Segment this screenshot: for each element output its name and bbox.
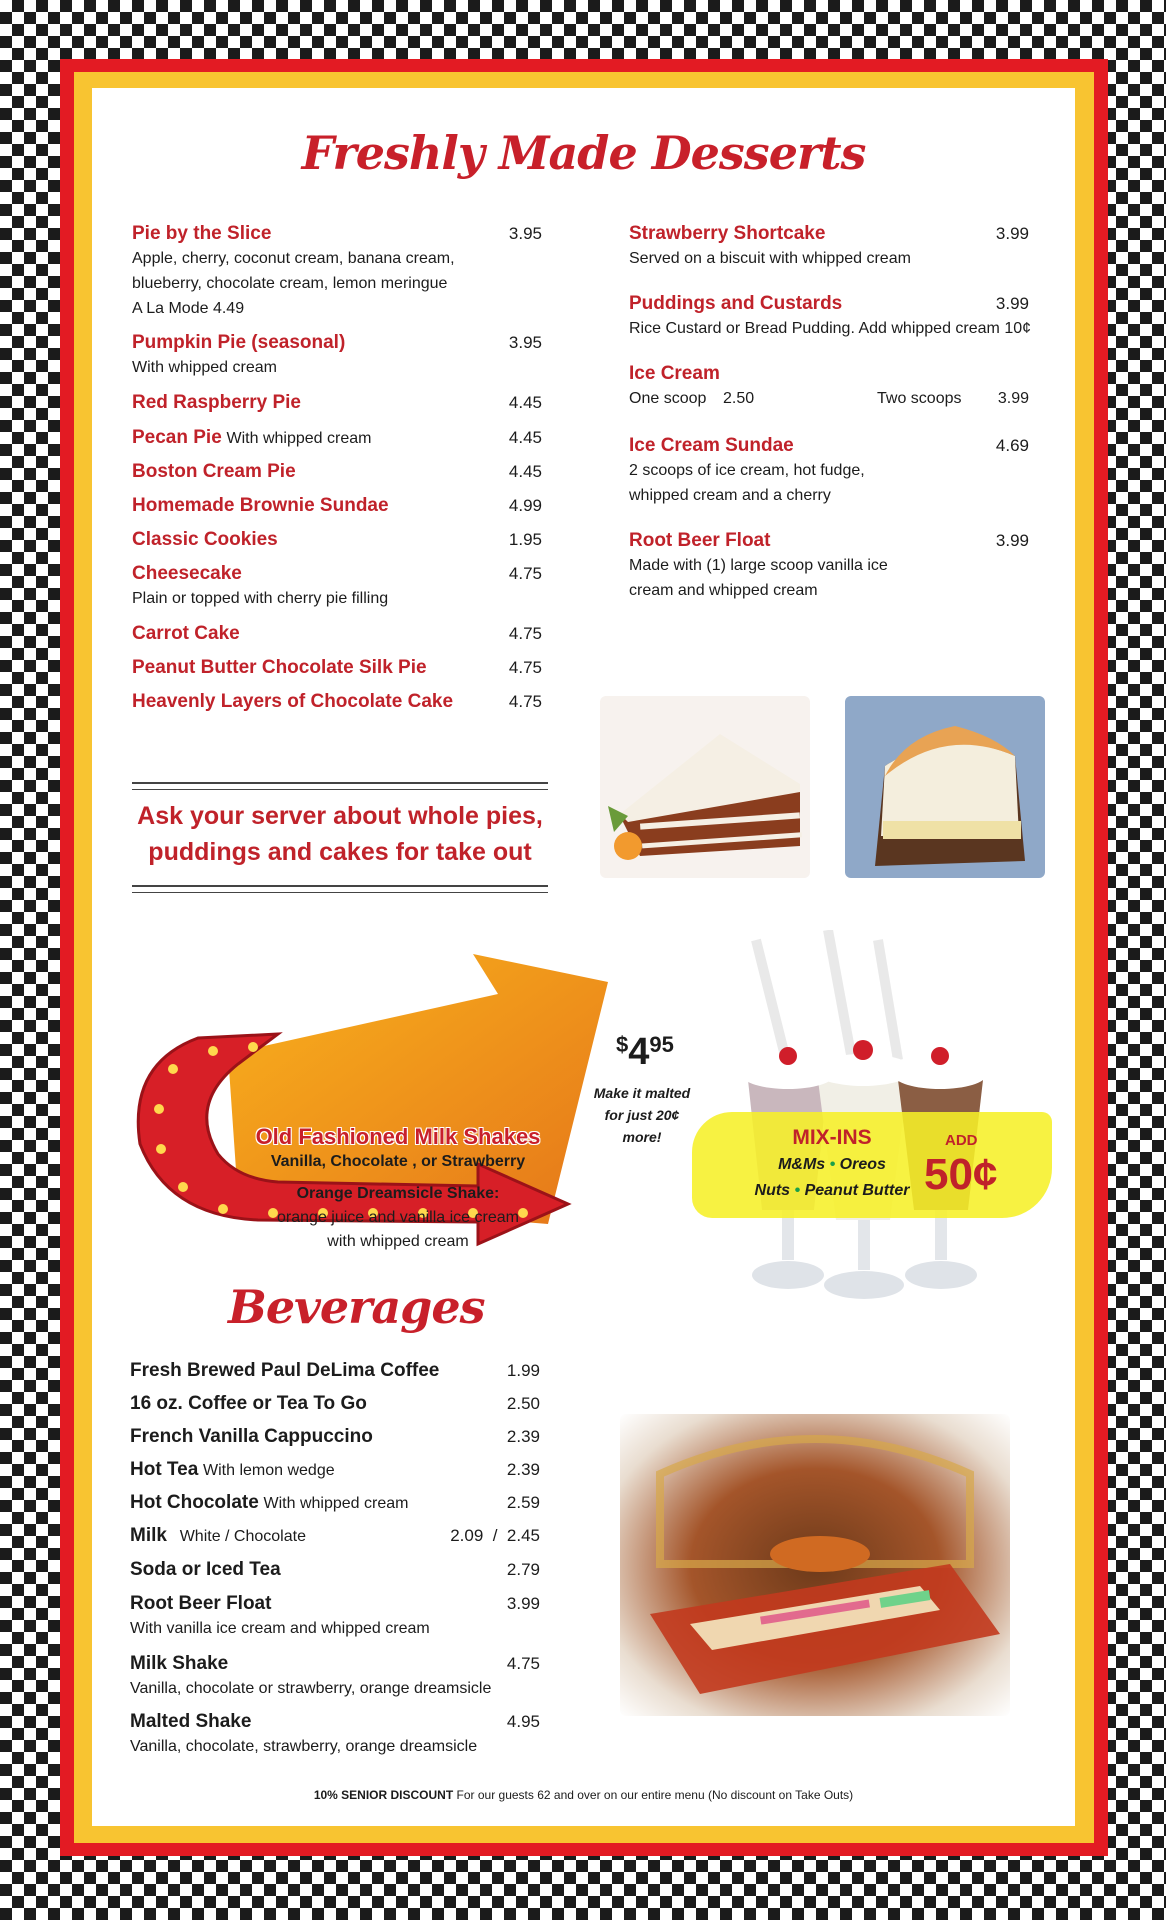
beverage-item: Hot Chocolate With whipped cream 2.59 (130, 1492, 540, 1513)
beverage-item: Fresh Brewed Paul DeLima Coffee 1.99 (130, 1360, 540, 1381)
coconut-pie-photo (845, 696, 1045, 878)
senior-discount-footer: 10% SENIOR DISCOUNT For our guests 62 and over on our entire menu (No discount on Take Outs) (313, 1788, 854, 1802)
dreamsicle-desc: orange juice and vanilla ice cream (277, 1209, 519, 1226)
promo-top-rule (132, 782, 548, 790)
dessert-item: Cheesecake 4.75 Plain or topped with cherry pie filling (132, 563, 542, 607)
beverage-item: Soda or Iced Tea 2.79 (130, 1559, 540, 1580)
beverages-title: Beverages (228, 1280, 485, 1334)
dessert-item: Strawberry Shortcake 3.99 Served on a biscuit with whipped cream (629, 223, 1029, 267)
dreamsicle-name: Orange Dreamsicle Shake: (296, 1185, 500, 1202)
carrot-cake-photo (600, 696, 810, 878)
dessert-item: Peanut Butter Chocolate Silk Pie 4.75 (132, 657, 542, 678)
beverage-item: Milk Shake 4.75 Vanilla, chocolate or strawberry, orange dreamsicle (130, 1653, 540, 1697)
takeout-promo: Ask your server about whole pies, puddings and cakes for take out (137, 802, 543, 866)
beverage-item: Hot Tea With lemon wedge 2.39 (130, 1459, 540, 1480)
dessert-item: Classic Cookies 1.95 (132, 529, 542, 550)
shake-text-block: Old Fashioned Milk Shakes Vanilla, Chocolate , or Strawberry Orange Dreamsicle Shake: orange juice and vanilla ice cream with whipped cream (248, 1124, 548, 1254)
dessert-item: Heavenly Layers of Chocolate Cake 4.75 (132, 691, 542, 712)
beverage-item: Milk White / Chocolate 2.09 / 2.45 (130, 1525, 540, 1546)
bullet-icon: • (825, 1156, 840, 1173)
dessert-item: Root Beer Float 3.99 Made with (1) large scoop vanilla ice cream and whipped cream (629, 530, 1029, 599)
shake-flavors: Vanilla, Chocolate , or Strawberry (270, 1153, 526, 1170)
shakes-title: Old Fashioned Milk Shakes (255, 1124, 541, 1149)
dessert-item: Carrot Cake 4.75 (132, 623, 542, 644)
dessert-item: Red Raspberry Pie 4.45 (132, 392, 542, 413)
promo-bottom-rule (132, 885, 548, 893)
desserts-title: Freshly Made Desserts (301, 126, 866, 180)
dessert-item: Homemade Brownie Sundae 4.99 (132, 495, 542, 516)
dessert-item: Ice Cream One scoop 2.50 Two scoops 3.99 (629, 363, 1029, 407)
beverage-item: French Vanilla Cappuccino 2.39 (130, 1426, 540, 1447)
shake-price: $495 (616, 1031, 674, 1073)
dessert-item: Puddings and Custards 3.99 Rice Custard or Bread Pudding. Add whipped cream 10¢ (629, 293, 1032, 337)
menu-panel (92, 88, 1075, 1826)
milkshake-sign (128, 954, 624, 1258)
malted-note: Make it malted for just 20¢ more! (593, 1085, 691, 1145)
add-price: 50¢ (924, 1150, 998, 1199)
beverage-item: Malted Shake 4.95 Vanilla, chocolate, strawberry, orange dreamsicle (130, 1711, 540, 1755)
dessert-item: Ice Cream Sundae 4.69 2 scoops of ice cream, hot fudge, whipped cream and a cherry (629, 435, 1029, 504)
jukebox-photo (620, 1414, 1010, 1716)
mixins-block: MIX-INS M&Ms • Oreos Nuts • Peanut Butter (732, 1124, 932, 1204)
dessert-item: Boston Cream Pie 4.45 (132, 461, 542, 482)
bullet-icon: • (790, 1182, 805, 1199)
add-label: ADD (945, 1132, 978, 1149)
dessert-item: Pie by the Slice 3.95 Apple, cherry, coconut cream, banana cream, blueberry, chocolate cream, lemon meringue A La Mode 4.49 (132, 223, 542, 317)
dessert-item: Pumpkin Pie (seasonal) 3.95 With whipped cream (132, 332, 542, 376)
mixins-title: MIX-INS (792, 1126, 872, 1149)
dessert-item: Pecan Pie With whipped cream 4.45 (132, 427, 542, 448)
beverage-item: Root Beer Float 3.99 With vanilla ice cream and whipped cream (130, 1593, 540, 1637)
beverage-item: 16 oz. Coffee or Tea To Go 2.50 (130, 1393, 540, 1414)
